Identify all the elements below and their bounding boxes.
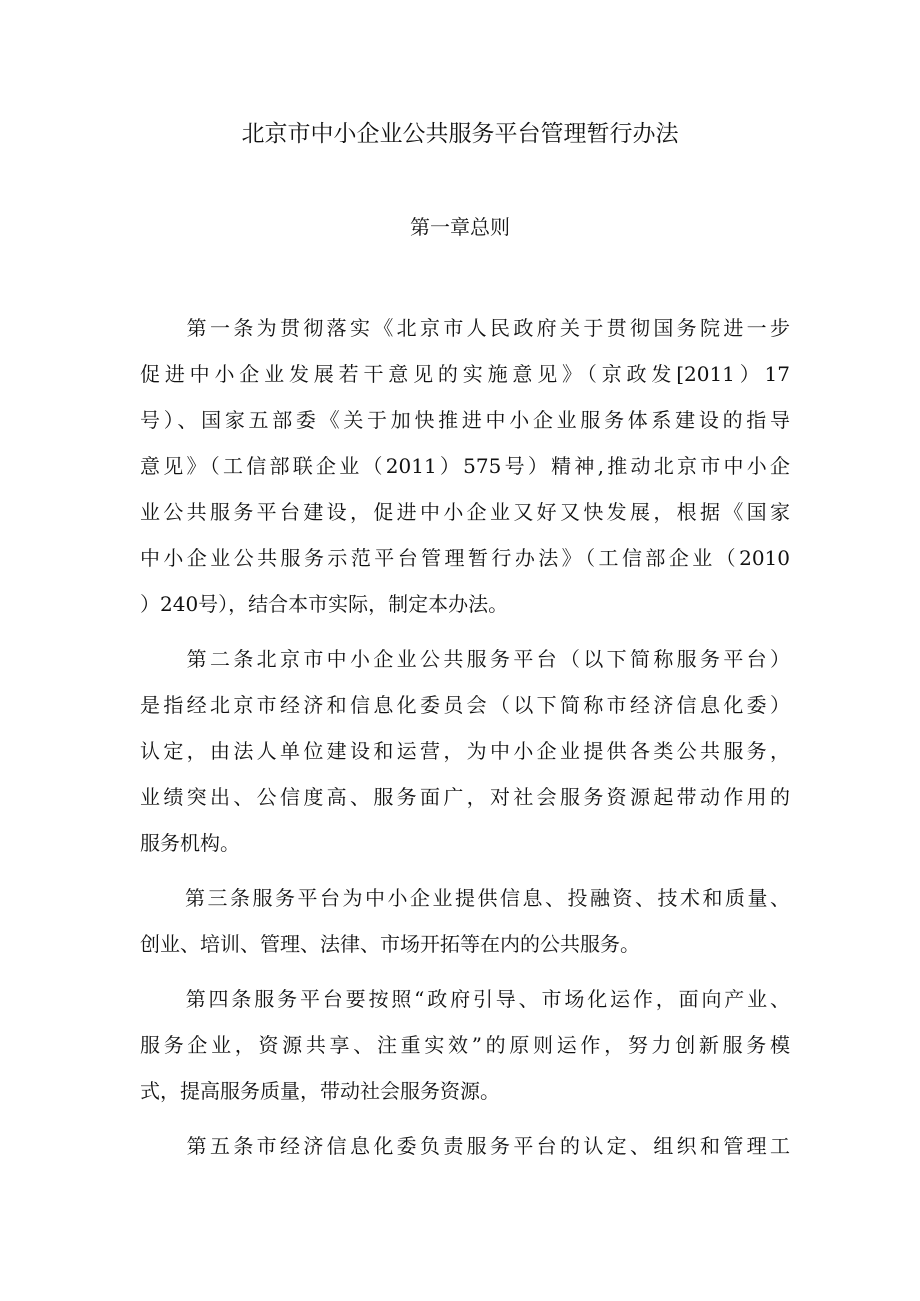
paragraph-article-2 bbox=[140, 636, 790, 866]
paragraph-article-3 bbox=[140, 875, 790, 967]
paragraph-article-5 bbox=[140, 1123, 790, 1169]
text-line: 意见》（工信部联企业（2011）575号）精神,推动北京市中小企 bbox=[140, 454, 790, 478]
text-line: 业公共服务平台建设，促进中小企业又好又快发展，根据《国家 bbox=[140, 500, 790, 524]
text-line: 式，提高服务质量，带动社会服务资源。 bbox=[140, 1079, 500, 1103]
text-line: 第二条北京市中小企业公共服务平台（以下简称服务平台） bbox=[140, 647, 790, 671]
text-line: 认定，由法人单位建设和运营，为中小企业提供各类公共服务， bbox=[140, 739, 790, 763]
text-line: 第五条市经济信息化委负责服务平台的认定、组织和管理工 bbox=[140, 1134, 790, 1158]
text-line: 中小企业公共服务示范平台管理暂行办法》（工信部企业（2010 bbox=[140, 546, 790, 570]
text-line: 服务企业，资源共享、注重实效”的原则运作，努力创新服务模 bbox=[140, 1033, 790, 1057]
text-line: 创业、培训、管理、法律、市场开拓等在内的公共服务。 bbox=[140, 932, 640, 956]
document-title: 北京市中小企业公共服务平台管理暂行办法 bbox=[241, 121, 679, 147]
text-line: 是指经北京市经济和信息化委员会（以下简称市经济信息化委） bbox=[140, 693, 790, 717]
text-line: ）240号），结合本市实际，制定本办法。 bbox=[140, 592, 509, 616]
text-line: 业绩突出、公信度高、服务面广，对社会服务资源起带动作用的 bbox=[140, 785, 790, 809]
text-line: 第四条服务平台要按照“政府引导、市场化运作，面向产业、 bbox=[140, 987, 790, 1011]
text-line: 号）、国家五部委《关于加快推进中小企业服务体系建设的指导 bbox=[140, 408, 790, 432]
paragraph-article-4 bbox=[140, 976, 790, 1114]
text-line: 第一条为贯彻落实《北京市人民政府关于贯彻国务院进一步 bbox=[140, 316, 790, 340]
chapter-heading: 第一章总则 bbox=[410, 215, 510, 239]
paragraph-article-1 bbox=[140, 305, 790, 627]
document-body bbox=[140, 305, 790, 1178]
text-line: 第三条服务平台为中小企业提供信息、投融资、技术和质量、 bbox=[140, 886, 790, 910]
text-line: 促进中小企业发展若干意见的实施意见》（京政发[2011）17 bbox=[140, 362, 790, 386]
text-line: 服务机构。 bbox=[140, 831, 240, 855]
